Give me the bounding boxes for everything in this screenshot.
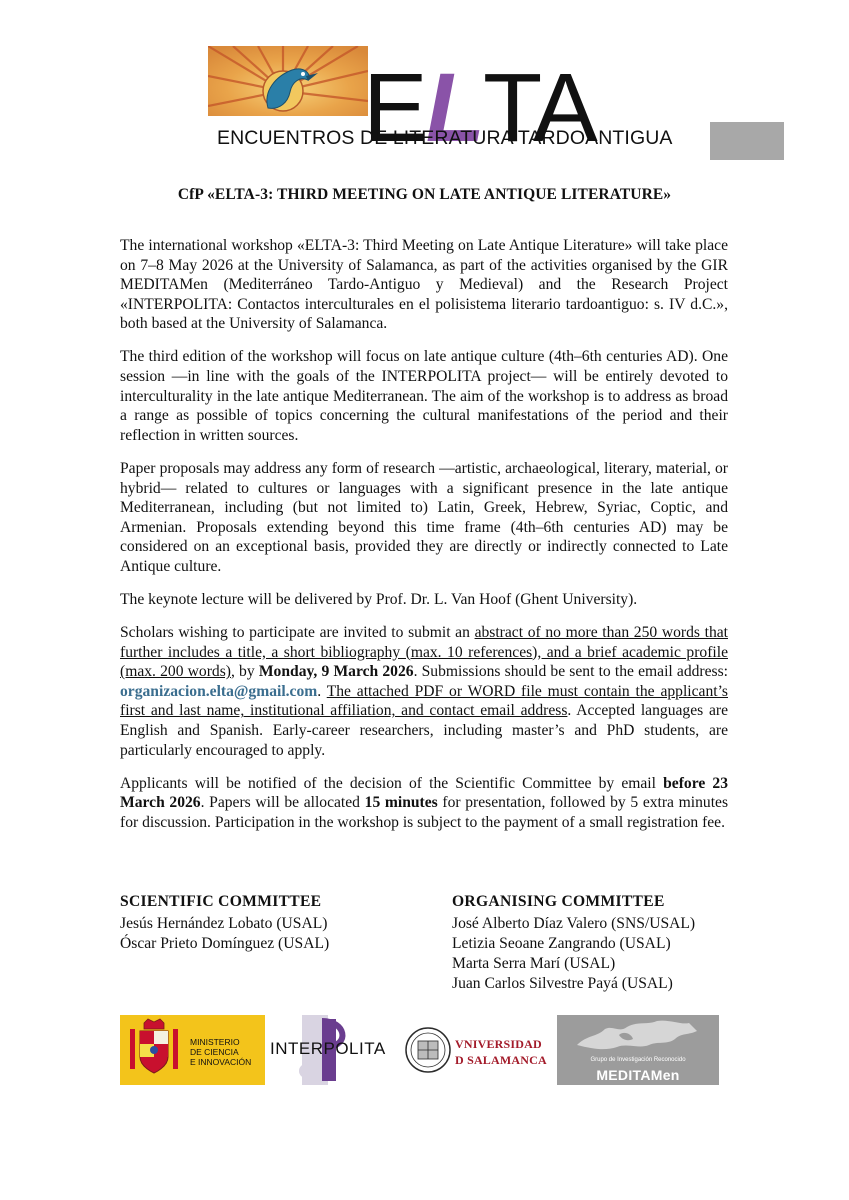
text-run: . Papers will be allocated (200, 794, 365, 812)
committee-member: José Alberto Díaz Valero (SNS/USAL) (452, 915, 696, 932)
logo-grey-block (710, 122, 784, 160)
logo-letter-e: E (363, 53, 426, 162)
paragraph-submission (120, 623, 728, 760)
text-run: Scholars wishing to participate are invited to submit an (120, 624, 475, 642)
paragraph-focus: The third edition of the workshop will focus on late antique culture (4th–6th centuries AD). One session —in line with the goals of the INTERPOLITA project— will be entirely devoted to interculturality in the late antique Mediterranean. The aim of the workshop is to address as broad a range as possible of topics concerning the cultural manifestations of the period and their reflection in written sources. (120, 348, 728, 444)
logo-letters-ta: TA (482, 53, 596, 162)
scientific-committee-heading: SCIENTIFIC COMMITTEE (120, 893, 322, 910)
interpolita-wordmark: INTERPOLITA (270, 1039, 386, 1058)
logo-letter-l: L (425, 53, 483, 162)
text-run: . (317, 682, 327, 700)
text-run: Applicants will be notified of the decision of the Scientific Committee by email (120, 774, 664, 792)
committee-member: Marta Serra Marí (USAL) (452, 955, 616, 972)
text-run: . Accepted languages are English and Spanish. Early-career researchers, including master’s and PhD students, are particularly encouraged to apply. (120, 702, 729, 759)
committee-member: Letizia Seoane Zangrando (USAL) (452, 935, 671, 952)
usal-logo (401, 1015, 553, 1085)
ministerio-logo (120, 1015, 265, 1085)
meditamen-logo (557, 1015, 719, 1085)
deadline-date: Monday, 9 March 2026 (258, 663, 414, 681)
spanish-coat-of-arms-icon (124, 1015, 184, 1085)
scientific-committee (120, 892, 329, 954)
logo-subtitle: ENCUENTROS DE LITERATURA TARDOANTIGUA (217, 127, 673, 149)
presentation-duration: 15 minutes (364, 794, 438, 812)
text-run: , by (230, 663, 259, 681)
mediterranean-map-icon (557, 1015, 719, 1059)
usal-line: D SALAMANCA (455, 1053, 547, 1067)
ministerio-line: E INNOVACIÓN (190, 1057, 252, 1067)
usal-line: VNIVERSIDAD (455, 1037, 542, 1051)
text-run: . Submissions should be sent to the email address: (413, 663, 729, 681)
document-body (120, 236, 728, 846)
page-title: CfP «ELTA-3: THIRD MEETING ON LATE ANTIQUE LITERATURE» (177, 186, 672, 203)
abstract-requirements: abstract of no more than 250 words that further includes a title, a short bibliography (max. 10 references), and a brief academic profile (max. 200 words) (120, 624, 728, 681)
committee-member: Óscar Prieto Domínguez (USAL) (120, 935, 330, 952)
paragraph-intro: The international workshop «ELTA-3: Third Meeting on Late Antique Literature» will take place on 7–8 May 2026 at the University of Salamanca, as part of the activities organised by the GIR MEDITAMen (Mediterráneo Tardo-Antiguo y Medieval) and the Research Project «INTERPOLITA: Contactos interculturales en el polisistema literario tardoantiguo: s. IV d.C.», both based at the University of Salamanca. (120, 237, 728, 333)
organising-committee (452, 892, 695, 994)
notification-date: before 23 March 2026 (120, 774, 728, 812)
meditamen-wordmark: MEDITAMen (596, 1067, 680, 1083)
usal-wordmark (455, 1036, 547, 1068)
ministerio-line: MINISTERIO (190, 1037, 240, 1047)
ministerio-line: DE CIENCIA (190, 1047, 239, 1057)
sun-bird-emblem-icon (208, 46, 368, 116)
committee-member: Juan Carlos Silvestre Payá (USAL) (452, 975, 673, 992)
usal-seal-icon (403, 1015, 453, 1085)
file-requirements: The attached PDF or WORD file must contain the applicant’s first and last name, institutional affiliation, and contact email address (120, 682, 728, 720)
organising-committee-heading: ORGANISING COMMITTEE (452, 893, 665, 910)
interpolita-logo (268, 1015, 394, 1085)
contact-email-link[interactable]: organizacion.elta@gmail.com (120, 682, 318, 700)
meditamen-caption: Grupo de Investigación Reconocido (590, 1057, 686, 1063)
committee-member: Jesús Hernández Lobato (USAL) (120, 915, 328, 932)
text-run: for presentation, followed by 5 extra minutes for discussion. Participation in the workshop is subject to the payment of a small registration fee. (120, 794, 729, 831)
paragraph-proposals: Paper proposals may address any form of research —artistic, archaeological, literary, material, or hybrid— related to cultures or languages with a significant presence in the late antique Mediterranean, including (but not limited to) Latin, Greek, Hebrew, Syriac, Coptic, and Armenian. Proposals extending beyond this time frame (4th–6th centuries AD) may be considered on an exceptional basis, provided they are directly or indirectly connected to Late Antique culture. (120, 459, 728, 575)
paragraph-notification (120, 774, 728, 833)
paragraph-keynote: The keynote lecture will be delivered by Prof. Dr. L. Van Hoof (Ghent University). (120, 591, 638, 608)
ministerio-text (190, 1037, 251, 1067)
